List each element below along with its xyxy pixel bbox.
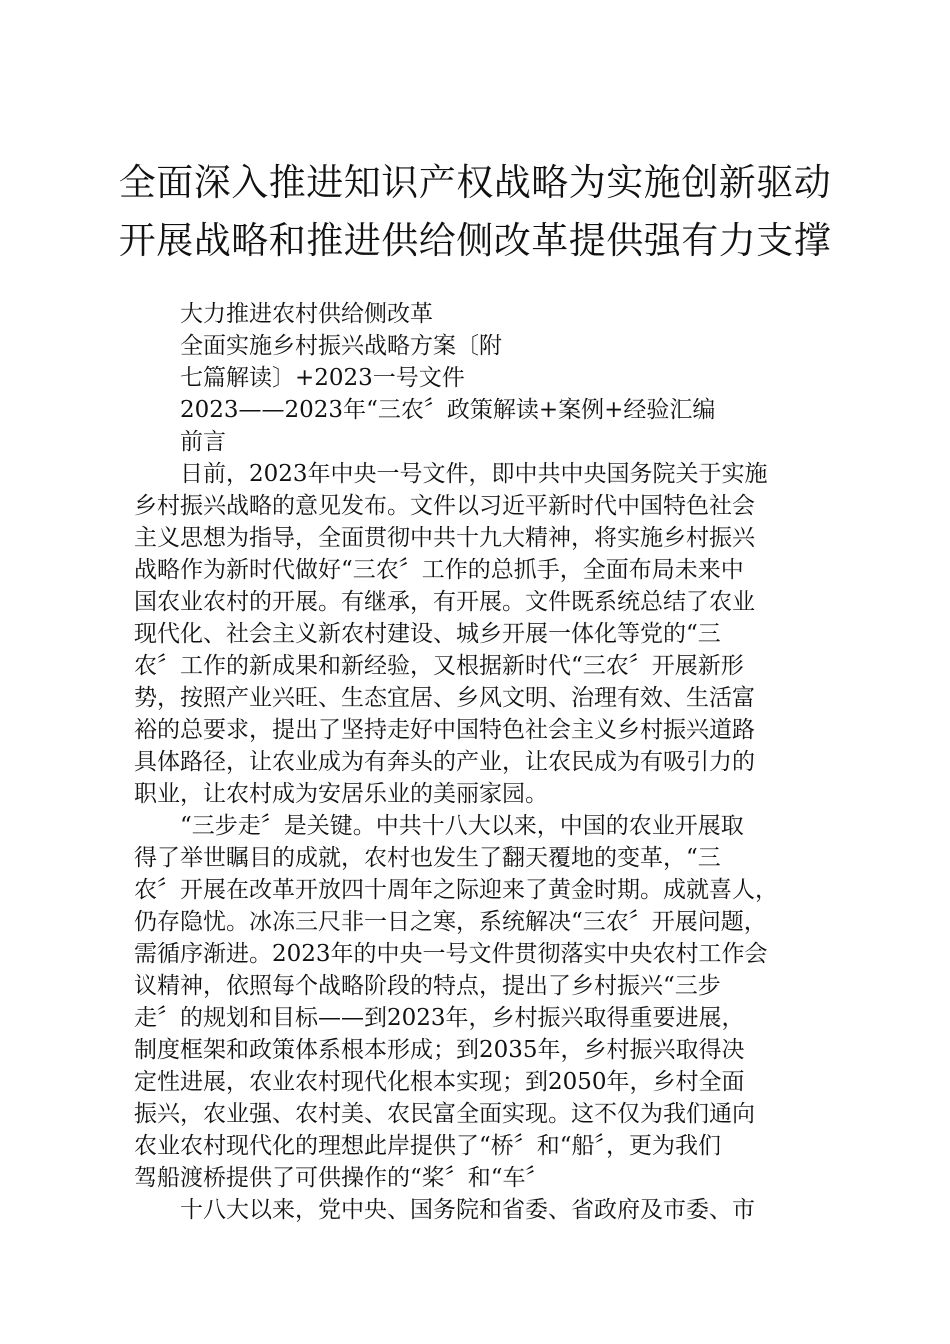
paragraph-line: 具体路径，让农业成为有奔头的产业，让农民成为有吸引力的 bbox=[134, 749, 755, 775]
paragraph-line: 职业，让农村成为安居乐业的美丽家园。 bbox=[134, 781, 548, 807]
paragraph-line: 战略作为新时代做好“三农〞工作的总抓手，全面布局未来中 bbox=[134, 557, 744, 583]
section-heading-preface: 前言 bbox=[180, 429, 226, 455]
paragraph-line: 议精神，依照每个战略阶段的特点，提出了乡村振兴“三步 bbox=[134, 973, 721, 999]
paragraph-line: 振兴，农业强、农村美、农民富全面实现。这不仅为我们通向 bbox=[134, 1101, 755, 1127]
paragraph-line: 需循序渐进。2023年的中央一号文件贯彻落实中央农村工作会 bbox=[134, 941, 768, 967]
paragraph-line: 定性进展，农业农村现代化根本实现；到2050年，乡村全面 bbox=[134, 1069, 745, 1095]
paragraph-line: 现代化、社会主义新农村建设、城乡开展一体化等党的“三 bbox=[134, 621, 721, 647]
subtitle-line: 全面实施乡村振兴战略方案〔附 bbox=[180, 333, 502, 359]
document-title-line-1: 全面深入推进知识产权战略为实施创新驱动 bbox=[118, 161, 832, 204]
subtitle-line: 七篇解读〕+2023一号文件 bbox=[180, 365, 465, 391]
paragraph-line: 仍存隐忧。冰冻三尺非一日之寒，系统解决“三农〞开展问题， bbox=[134, 909, 767, 935]
paragraph-line: 十八大以来，党中央、国务院和省委、省政府及市委、市 bbox=[180, 1197, 755, 1223]
paragraph-line: 势，按照产业兴旺、生态宜居、乡风文明、治理有效、生活富 bbox=[134, 685, 755, 711]
subtitle-line: 大力推进农村供给侧改革 bbox=[180, 301, 433, 327]
paragraph-line: 日前，2023年中央一号文件，即中共中央国务院关于实施 bbox=[180, 461, 768, 487]
paragraph-line: 驾船渡桥提供了可供操作的“桨〞和“车〞 bbox=[134, 1165, 549, 1191]
paragraph-line: 走〞的规划和目标——到2023年，乡村振兴取得重要进展， bbox=[134, 1005, 745, 1031]
paragraph-line: “三步走〞是关键。中共十八大以来，中国的农业开展取 bbox=[180, 813, 744, 839]
paragraph-line: 得了举世瞩目的成就，农村也发生了翻天覆地的变革，“三 bbox=[134, 845, 721, 871]
document-title-line-2: 开展战略和推进供给侧改革提供强有力支撑 bbox=[118, 219, 832, 262]
paragraph-line: 主义思想为指导，全面贯彻中共十九大精神，将实施乡村振兴 bbox=[134, 525, 755, 551]
paragraph-line: 乡村振兴战略的意见发布。文件以习近平新时代中国特色社会 bbox=[134, 493, 755, 519]
subtitle-line: 2023——2023年“三农〞政策解读+案例+经验汇编 bbox=[180, 397, 716, 423]
paragraph-line: 农业农村现代化的理想此岸提供了“桥〞和“船〞，更为我们 bbox=[134, 1133, 722, 1159]
paragraph-line: 农〞开展在改革开放四十周年之际迎来了黄金时期。成就喜人， bbox=[134, 877, 778, 903]
paragraph-line: 裕的总要求，提出了坚持走好中国特色社会主义乡村振兴道路 bbox=[134, 717, 755, 743]
paragraph-line: 制度框架和政策体系根本形成；到2035年，乡村振兴取得决 bbox=[134, 1037, 745, 1063]
paragraph-line: 国农业农村的开展。有继承，有开展。文件既系统总结了农业 bbox=[134, 589, 755, 615]
paragraph-line: 农〞工作的新成果和新经验，又根据新时代“三农〞开展新形 bbox=[134, 653, 744, 679]
